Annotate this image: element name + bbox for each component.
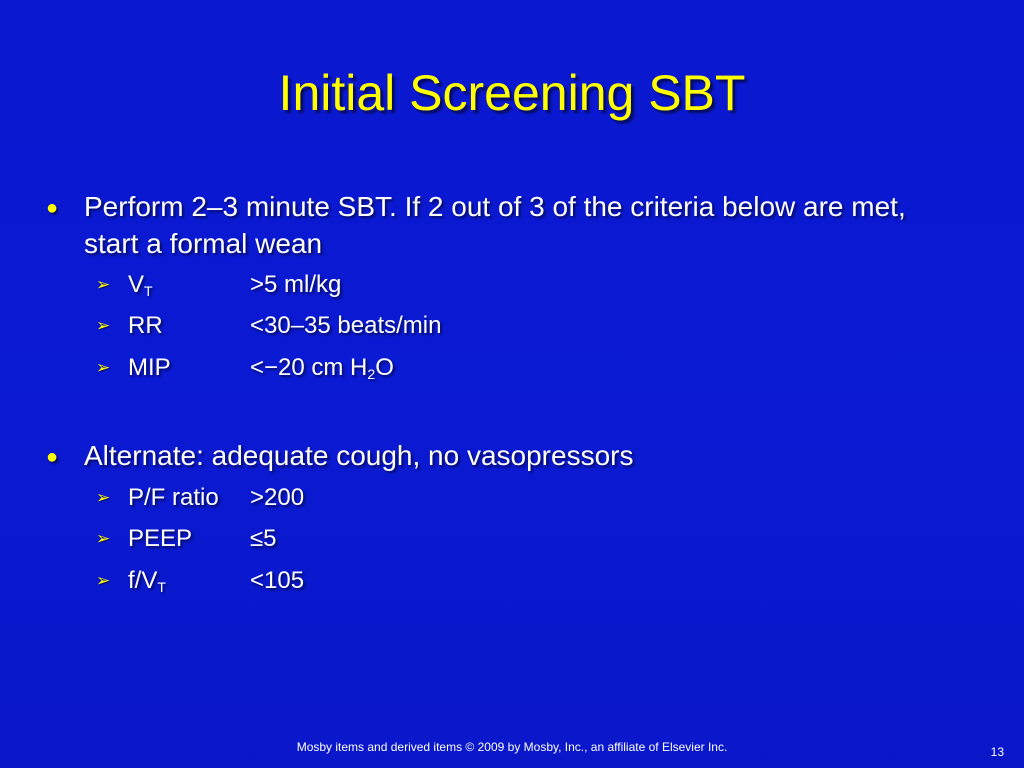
criterion-value-main: <30–35 beats/min: [250, 312, 442, 339]
criterion-value: [250, 521, 277, 557]
criterion-label: [128, 350, 250, 386]
criterion-row: [128, 308, 441, 344]
arrow-bullet-icon: ➢: [96, 571, 111, 590]
criterion-value-main: <105: [250, 567, 305, 594]
copyright-footer: Mosby items and derived items © 2009 by Mosby, Inc., an affiliate of Elsevier Inc.: [296, 740, 728, 754]
criterion-value-tail: O: [375, 354, 394, 381]
criterion-value-main: >5 ml/kg: [250, 271, 342, 298]
criterion-label: [128, 267, 250, 303]
criterion-label: [128, 480, 250, 516]
bullet-icon: ●: [46, 446, 59, 468]
criterion-value-sub: 2: [367, 366, 376, 382]
criterion-label-main: V: [128, 271, 145, 298]
criterion-label: [128, 521, 250, 557]
criterion-value: [250, 308, 441, 344]
criterion-row: [128, 563, 304, 599]
criterion-value-main: >200: [250, 484, 305, 511]
criterion-value: [250, 480, 304, 516]
criterion-label-main: MIP: [128, 354, 171, 381]
criterion-row: [128, 521, 277, 557]
arrow-bullet-icon: ➢: [96, 275, 111, 294]
criterion-row: [128, 350, 394, 386]
criterion-label-main: RR: [128, 312, 163, 339]
arrow-bullet-icon: ➢: [96, 316, 111, 335]
criterion-row: [128, 480, 304, 516]
criterion-value: [250, 563, 304, 599]
criterion-label: [128, 308, 250, 344]
arrow-bullet-icon: ➢: [96, 488, 111, 507]
criterion-value-main: <−20 cm H: [250, 354, 368, 381]
criterion-value: [250, 350, 394, 386]
bullet-text: Alternate: adequate cough, no vasopressors: [84, 440, 634, 471]
criterion-label-main: f/V: [128, 567, 158, 594]
criterion-label: [128, 563, 250, 599]
criterion-label-sub: T: [157, 579, 166, 595]
arrow-bullet-icon: ➢: [96, 358, 111, 377]
page-number: 13: [990, 745, 1004, 759]
criterion-label-main: P/F ratio: [128, 484, 219, 511]
criterion-value-main: ≤5: [250, 525, 277, 552]
criterion-value: [250, 267, 341, 303]
criterion-row: [128, 267, 341, 303]
criterion-label-sub: T: [144, 283, 153, 299]
criterion-label-main: PEEP: [128, 525, 193, 552]
arrow-bullet-icon: ➢: [96, 529, 111, 548]
bullet-text: Perform 2–3 minute SBT. If 2 out of 3 of the criteria below are met, start a formal wean: [84, 191, 906, 259]
bullet-icon: ●: [46, 197, 59, 219]
slide-title: Initial Screening SBT: [278, 65, 746, 121]
